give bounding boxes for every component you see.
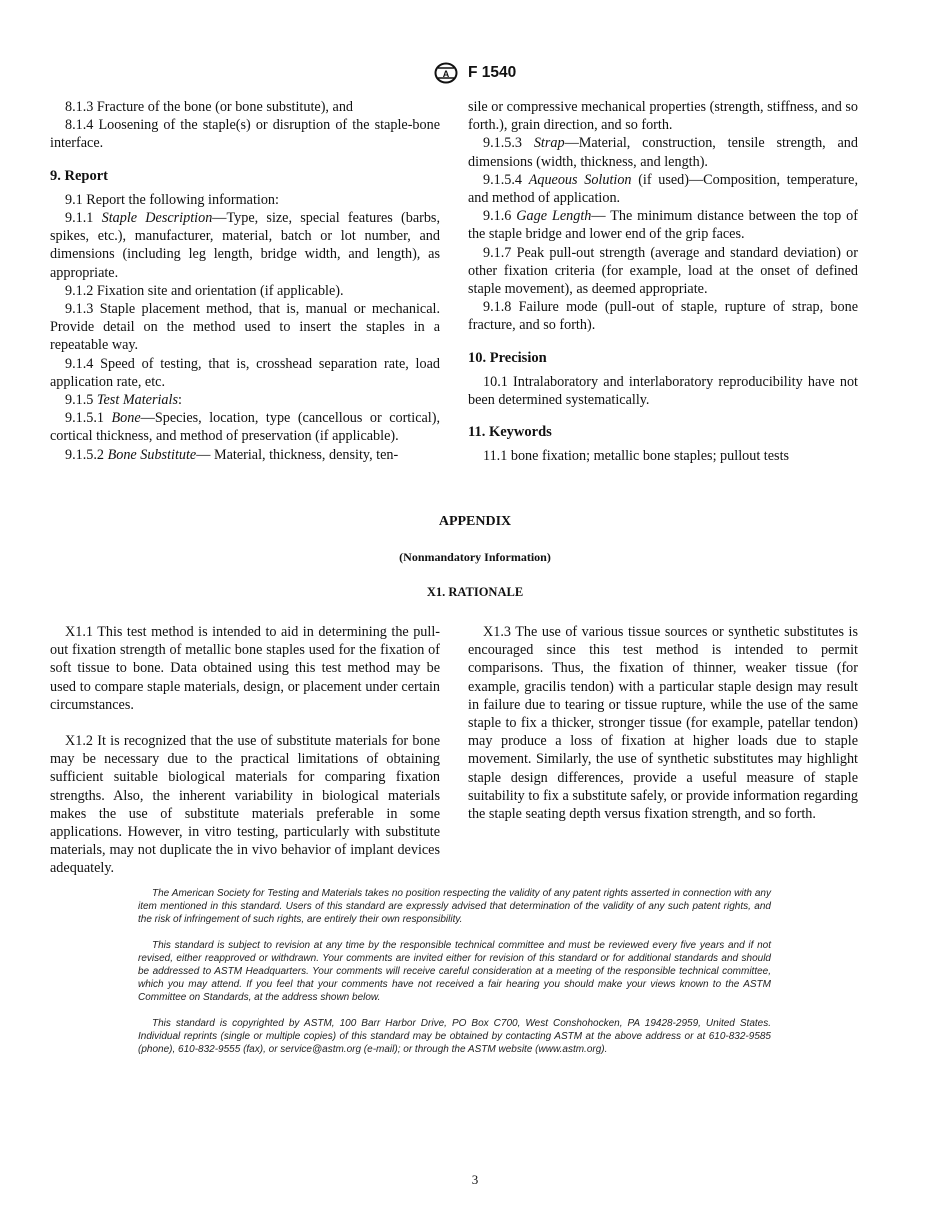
para-9-1: 9.1 Report the following information: [65,191,279,208]
para-8-1-3: 8.1.3 Fracture of the bone (or bone substitute), and [65,99,354,115]
page-number: 3 [471,1172,479,1187]
appendix-left-column [50,623,440,896]
patent-notice: The American Society for Testing and Materials takes no position respecting the validity of any patent rights asserted in connection with any item mentioned in this standard. Users of this standard are expressly advised that determination of the validity of any such patent rights, and the risk of infringement of such rights, are entirely their own responsibility. [138,888,771,926]
para-9-1-2: 9.1.2 Fixation site and orientation (if applicable). [65,282,344,299]
page-header [0,62,950,84]
svg-text:A: A [442,69,449,79]
para-9-1-4: 9.1.4 Speed of testing, that is, crosshead separation rate, load application rate, etc. [50,355,440,390]
para-8-1-4: 8.1.4 Loosening of the staple(s) or disruption of the staple-bone interface. [50,117,440,152]
para-9-1-1: 9.1.1 Staple Description—Type, size, special features (barbs, spikes, etc.), manufacturer, material, batch or lot number, and dimensions (including leg length, bridge width, and length), as appropriate. [50,210,440,281]
para-9-1-5-2: 9.1.5.2 Bone Substitute— Material, thickness, density, ten- [65,446,399,463]
para-9-1-5-2-continued: sile or compressive mechanical properties (strength, stiffness, and so forth.), grain direction, and so forth. [468,99,858,134]
revision-notice: This standard is subject to revision at any time by the responsible technical committee and must be reviewed every five years and if not revised, either reapproved or withdrawn. Your comments are invited either for revision of this standard or for additional standards and should be addressed to ASTM Headquarters. Your comments will receive careful consideration at a meeting of the responsible technical committee, which you may attend. If you feel that your comments have not received a fair hearing you should make your views known to the ASTM Committee on Standards, at the address shown below. [138,939,771,1004]
appendix-right-column [468,623,858,841]
astm-logo-icon [434,62,458,84]
left-column [50,98,440,464]
para-9-1-7: 9.1.7 Peak pull-out strength (average and standard deviation) or other fixation criteria (for example, load at the onset of defined staple movement), as deemed appropriate. [468,244,858,298]
para-10-1: 10.1 Intralaboratory and interlaboratory reproducibility have not been determined systematically. [468,373,858,409]
designation: F 1540 [468,64,517,81]
copyright-notice: This standard is copyrighted by ASTM, 100 Barr Harbor Drive, PO Box C700, West Conshohocken, PA 19428-2959, United States. Individual reprints (single or multiple copies) of this standard may be obtained by contacting ASTM at the above address or at 610-832-9585 (phone), 610-832-9555 (fax), or service@astm.org (e-mail); or through the ASTM website (www.astm.org). [138,1017,771,1056]
para-9-1-8: 9.1.8 Failure mode (pull-out of staple, rupture of strap, bone fracture, and so forth). [468,299,858,334]
para-11-1: 11.1 bone fixation; metallic bone staples; pullout tests [483,448,790,465]
appendix-title: APPENDIX [438,514,512,529]
para-x1-2: X1.2 It is recognized that the use of substitute materials for bone may be necessary due to the practical limitations of obtaining sufficient suitable biological materials for comparing fixation strengths. Also, the inherent variability in biological materials makes the use of substitute materials preferable in some applications. However, in vitro testing, particularly with substitute materials, may not duplicate the in vivo behavior of implant devices adequately. [50,733,440,877]
para-x1-3: X1.3 The use of various tissue sources or synthetic substitutes is encouraged since this test method is intended to permit comparisons. Thus, the fixation of thinner, weaker tissue (for example, gracilis tendon) with a particular staple design may result in failure due to tearing or tissue rupture, while the use of the same staple to fix a thicker, stronger tissue (for example, patellar tendon) may produce a loss of fixation at higher loads due to staple movement. Similarly, the use of synthetic substitutes may highlight staple design differences, provide a useful measure of staple suitability to fix a substitute safely, or provide information regarding the staple seating depth versus fixation strength, and so forth. [468,624,858,823]
para-x1-1: X1.1 This test method is intended to aid in determining the pull-out fixation strength of metallic bone staples used for the fixation of soft tissue to bone. Data obtained using this test method may be used to compare staple materials, design, or placement under certain circumstances. [50,624,440,713]
para-9-1-3: 9.1.3 Staple placement method, that is, manual or mechanical. Provide detail on the method used to insert the staples in a repeatable way. [50,301,440,354]
appendix-subtitle: (Nonmandatory Information) [399,550,551,564]
right-column [468,98,858,466]
section-9-heading: 9. Report [50,167,108,184]
footer-notices [138,887,771,1056]
para-9-1-5-4: 9.1.5.4 Aqueous Solution (if used)—Composition, temperature, and method of application. [468,171,858,207]
para-9-1-5-1: 9.1.5.1 Bone—Species, location, type (cancellous or cortical), cortical thickness, and method of preservation (if applicable). [50,410,440,445]
section-11-heading: 11. Keywords [468,424,552,441]
appendix-section-heading: X1. RATIONALE [426,585,524,599]
para-9-1-6: 9.1.6 Gage Length— The minimum distance between the top of the staple bridge and lower end of the grip faces. [468,208,858,243]
para-9-1-5: 9.1.5 Test Materials: [65,392,182,409]
section-10-heading: 10. Precision [468,349,547,366]
para-9-1-5-3: 9.1.5.3 Strap—Material, construction, tensile strength, and dimensions (width, thickness, and length). [468,135,858,170]
